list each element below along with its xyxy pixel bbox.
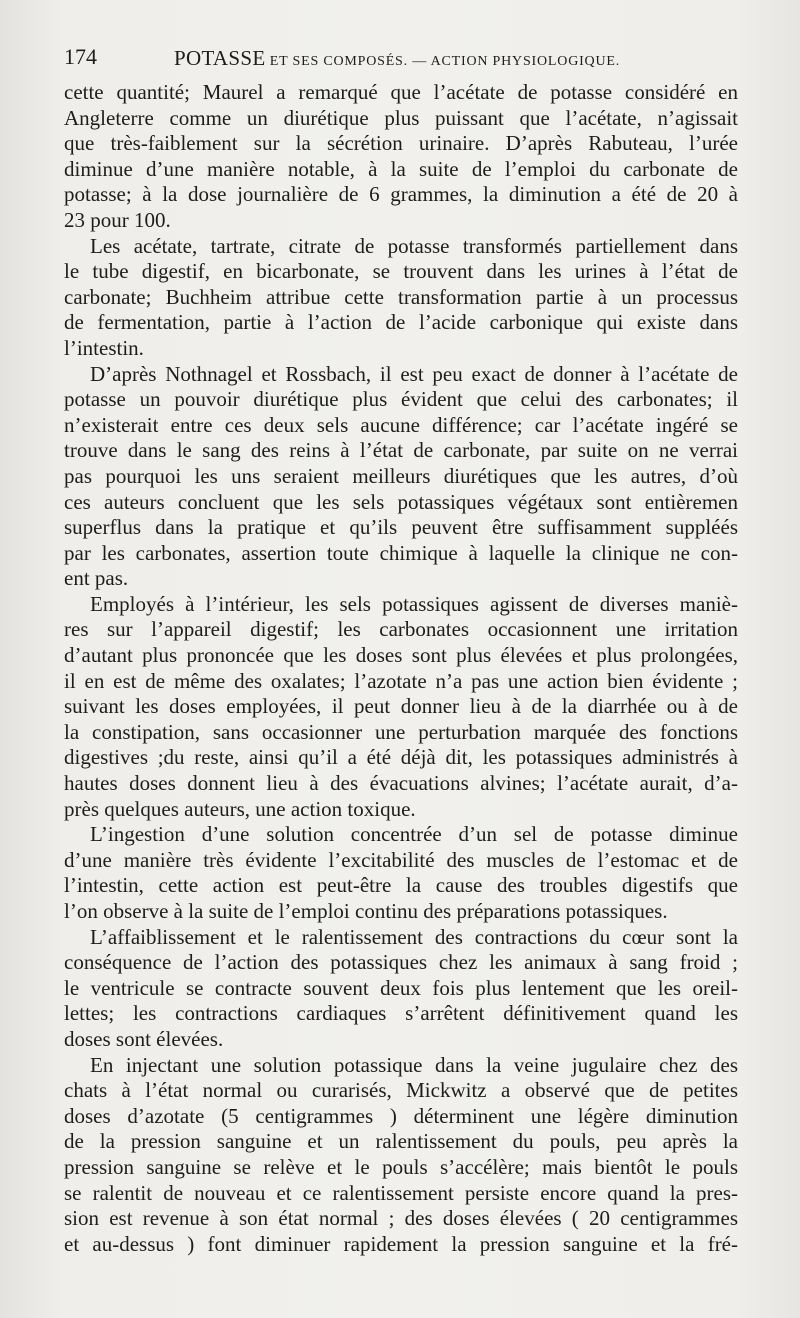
paragraph [64,234,738,362]
running-title-section: ACTION PHYSIOLOGIQUE. [430,54,621,69]
text-line: superflus dans la pratique et qu’ils peuvent être suffisamment suppléés [64,515,738,540]
text-line: res sur l’appareil digestif; les carbonates occasionnent une irritation [64,617,738,642]
text-line: doses sont élevées. [64,1026,224,1051]
text-line: par les carbonates, assertion toute chimique à laquelle la clinique ne con- [64,540,738,565]
text-line: Les acétate, tartrate, citrate de potasse transformés partiellement dans [90,233,738,258]
text-line: Angleterre comme un diurétique plus puissant que l’acétate, n’agissait [64,105,738,130]
text-line: chats à l’état normal ou curarisés, Mickwitz a observé que de petites [64,1078,738,1103]
text-line: Employés à l’intérieur, les sels potassiques agissent de diverses maniè- [90,591,738,616]
text-line: digestives ;du reste, ainsi qu’il a été déjà dit, les potassiques administrés à [64,745,738,770]
text-line: lettes; les contractions cardiaques s’arrêtent définitivement quand les [64,1001,738,1026]
paragraph [64,362,738,592]
text-line: se ralentit de nouveau et ce ralentissement persiste encore quand la pres- [64,1180,738,1205]
text-line: suivant les doses employées, il peut donner lieu à de la diarrhée ou à de [64,694,738,719]
text-line: n’existerait entre ces deux sels aucune différence; car l’acétate ingéré se [64,412,738,437]
text-line: sion est revenue à son état normal ; des doses élevées ( 20 centigrammes [64,1206,738,1231]
text-line: L’affaiblissement et le ralentissement des contractions du cœur sont la [90,924,738,949]
text-line: En injectant une solution potassique dans la veine jugulaire chez des [90,1052,738,1077]
text-line: que très-faiblement sur la sécrétion urinaire. D’après Rabuteau, l’urée [64,131,738,156]
text-line: de fermentation, partie à l’action de l’acide carbonique qui existe dans [64,310,738,335]
text-line: conséquence de l’action des potassiques chez les animaux à sang froid ; [64,950,738,975]
text-line: l’on observe à la suite de l’emploi continu des préparations potassiques. [64,899,668,923]
text-line: ent pas. [64,566,129,591]
text-line: le ventricule se contracte souvent deux fois plus lentement que les oreil- [64,975,738,1000]
paragraph [64,592,738,822]
paragraph [64,80,738,234]
text-line: de la pression sanguine et un ralentissement du pouls, peu après la [64,1129,738,1154]
text-line: le tube digestif, en bicarbonate, se trouvent dans les urines à l’état de [64,259,738,284]
body-text [64,80,738,1257]
text-line: carbonate; Buchheim attribue cette transformation partie à un processus [64,284,738,309]
text-line: L’ingestion d’une solution concentrée d’un sel de potasse diminue [90,822,738,847]
page-number: 174 [64,44,97,69]
text-line: et au-dessus ) font diminuer rapidement la pression sanguine et la fré- [64,1231,738,1256]
paragraph [64,1053,738,1258]
text-line: 23 pour 100. [64,207,171,232]
text-line: cette quantité; Maurel a remarqué que l’acétate de potasse considéré en [64,80,738,104]
text-line: hautes doses donnent lieu à des évacuations alvines; l’acétate aurait, d’a- [64,771,738,796]
text-line: ces auteurs concluent que les sels potassiques végétaux sont entièremen [64,489,738,514]
running-title-main: POTASSE [174,46,266,70]
running-title-rest: ET SES COMPOSÉS. — [265,54,431,69]
text-line: d’une manière très évidente l’excitabilité des muscles de l’estomac et de [64,847,738,872]
text-line: trouve dans le sang des reins à l’état de carbonate, par suite on ne verrai [64,438,738,463]
text-line: il en est de même des oxalates; l’azotate n’a pas une action bien évidente ; [64,668,738,693]
text-line: diminue d’une manière notable, à la suite de l’emploi du carbonate de [64,156,738,181]
paragraph [64,925,738,1053]
text-line: doses d’azotate (5 centigrammes ) déterminent une légère diminution [64,1103,738,1128]
text-line: potasse; à la dose journalière de 6 grammes, la diminution a été de 20 à [64,182,738,207]
text-line: pression sanguine se relève et le pouls s’accélère; mais bientôt le pouls [64,1154,738,1179]
text-line: d’autant plus prononcée que les doses sont plus élevées et plus prolongées, [64,643,738,668]
text-line: près quelques auteurs, une action toxique. [64,796,416,821]
running-title [174,46,620,71]
text-line: pas pourquoi les uns seraient meilleurs diurétiques que les autres, d’où [64,463,738,488]
running-header [64,44,740,74]
text-line: D’après Nothnagel et Rossbach, il est peu exact de donner à l’acétate de [90,361,738,386]
text-line: l’intestin, cette action est peut-être la cause des troubles digestifs que [64,873,738,898]
text-line: potasse un pouvoir diurétique plus évident que celui des carbonates; il [64,387,738,412]
text-line: l’intestin. [64,335,144,360]
paragraph [64,822,738,924]
text-line: la constipation, sans occasionner une perturbation marquée des fonctions [64,719,738,744]
